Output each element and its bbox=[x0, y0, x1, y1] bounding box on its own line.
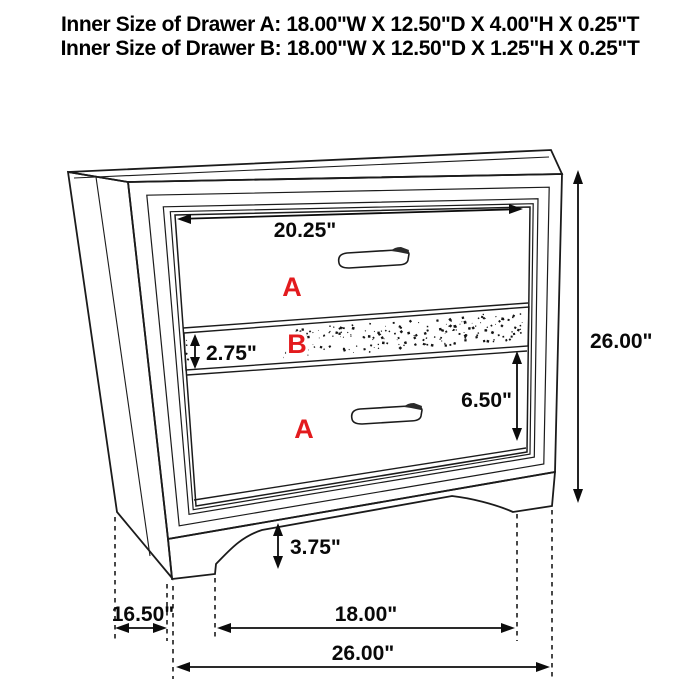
base-and-legs bbox=[168, 472, 555, 579]
drawer-a-bottom-bottom-edge bbox=[194, 448, 526, 500]
dim-side-depth bbox=[112, 603, 175, 633]
dim-label-side-depth: 16.50" bbox=[111, 603, 175, 626]
dim-leg-span-width bbox=[217, 603, 515, 633]
dim-drawer-a-height bbox=[461, 351, 522, 441]
dim-label-drawer-a-height: 6.50" bbox=[461, 389, 512, 412]
dim-inner-top-width bbox=[177, 204, 523, 242]
handle-end-cap bbox=[391, 247, 409, 254]
dim-label-leg-height: 3.75" bbox=[290, 536, 341, 559]
marker-drawer-a-bottom: A bbox=[294, 414, 314, 444]
handle-end-cap bbox=[404, 403, 422, 410]
dim-label-drawer-b-height: 2.75" bbox=[206, 342, 257, 365]
dim-label-overall-width: 26.00" bbox=[331, 642, 395, 665]
cabinet-top bbox=[68, 150, 562, 182]
marker-drawer-a-top: A bbox=[282, 272, 302, 302]
drawer-a-top-bottom-edge bbox=[183, 303, 528, 328]
header-line-2: Inner Size of Drawer B: 18.00"W X 12.50"D X 1.25"H X 0.25"T bbox=[60, 37, 640, 60]
dim-label-leg-span-width: 18.00" bbox=[334, 603, 398, 626]
header-line-1: Inner Size of Drawer A: 18.00"W X 12.50"D X 4.00"H X 0.25"T bbox=[60, 13, 640, 36]
dim-label-inner-top-width: 20.25" bbox=[273, 219, 337, 242]
drawer-handle-top bbox=[339, 247, 409, 268]
dim-overall-width bbox=[176, 642, 550, 672]
drawer-handle-bottom bbox=[352, 403, 422, 424]
dim-overall-height bbox=[573, 170, 653, 503]
marker-drawer-b: B bbox=[287, 329, 307, 359]
dim-label-overall-height: 26.00" bbox=[590, 330, 653, 353]
dim-leg-height bbox=[273, 523, 341, 569]
side-panel bbox=[68, 172, 172, 578]
